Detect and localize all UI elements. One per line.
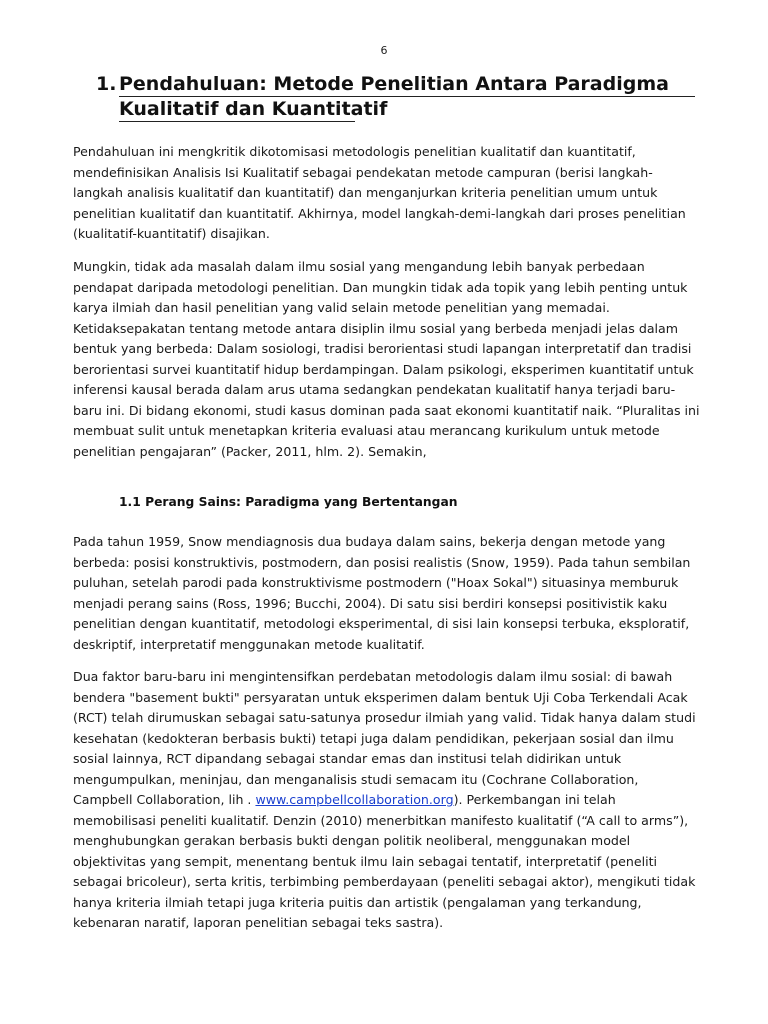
intro-paragraph: Pendahuluan ini mengkritik dikotomisasi metodologis penelitian kualitatif dan kuantitatif, mendefinisikan Analisis Isi Kualitatif sebagai pendekatan metode campuran (berisi langkah-langkah analisis kualitatif dan kuantitatif) dan menganjurkan kriteria penelitian umum untuk penelitian kualitatif dan kuantitatif. Akhirnya, model langkah-demi-langkah dari proses penelitian (kualitatif-kuantitatif) disajikan. bbox=[73, 144, 686, 241]
section-heading-number: 1. bbox=[96, 73, 117, 95]
section-heading-line-2: Kualitatif dan Kuantitatif bbox=[119, 98, 388, 120]
section-heading-line-1: Pendahuluan: Metode Penelitian Antara Paradigma bbox=[119, 72, 695, 97]
subsection-heading: 1.1 Perang Sains: Paradigma yang Bertentangan bbox=[119, 495, 458, 509]
paragraph-text-before-link: Dua faktor baru-baru ini mengintensifkan perdebatan metodologis dalam ilmu sosial: di bawah bendera "basement bukti" persyaratan untuk eksperimen dalam bentuk Uji Coba Terkendali Acak (RCT) telah dirumuskan sebagai satu-satunya prosedur ilmiah yang valid. Tidak hanya dalam studi kesehatan (kedokteran berbasis bukti) tetapi juga dalam pendidikan, pekerjaan sosial dan ilmu sosial lainnya, RCT dipandang sebagai standar emas dan institusi telah didirikan untuk mengumpulkan, meninjau, dan menganalisis studi semacam itu (Cochrane Collaboration, Campbell Collaboration, lih . bbox=[73, 669, 696, 807]
campbell-collaboration-link[interactable]: www.campbellcollaboration.org bbox=[255, 792, 454, 807]
methodology-paragraph: Mungkin, tidak ada masalah dalam ilmu sosial yang mengandung lebih banyak perbedaan pendapat daripada metodologi penelitian. Dan mungkin tidak ada topik yang lebih penting untuk karya ilmiah dan hasil penelitian yang valid selain metode penelitian yang memadai. Ketidaksepakatan tentang metode antara disiplin ilmu sosial yang berbeda menjadi jelas dalam bentuk yang berbeda: Dalam sosiologi, tradisi berorientasi studi lapangan interpretatif dan tradisi berorientasi survei kuantitatif hidup berdampingan. Dalam psikologi, eksperimen kuantitatif untuk inferensi kausal berada dalam arus utama sedangkan pendekatan kualitatif hanya terjadi baru-baru ini. Di bidang ekonomi, studi kasus dominan pada saat ekonomi kuantitatif naik. “Pluralitas ini membuat sulit untuk menetapkan kriteria evaluasi atau merancang kurikulum untuk metode penelitian pengajaran” (Packer, 2011, hlm. 2). Semakin, bbox=[73, 259, 700, 459]
page-number: 6 bbox=[380, 44, 388, 57]
science-wars-paragraph: Pada tahun 1959, Snow mendiagnosis dua budaya dalam sains, bekerja dengan metode yang berbeda: posisi konstruktivis, postmodern, dan posisi realistis (Snow, 1959). Pada tahun sembilan puluhan, setelah parodi pada konstruktivisme postmodern ("Hoax Sokal") situasinya memburuk menjadi perang sains (Ross, 1996; Bucchi, 2004). Di satu sisi berdiri konsepsi positivistik kaku penelitian dengan kuantitatif, metodologi eksperimental, di sisi lain konsepsi terbuka, eksploratif, deskriptif, interpretatif menggunakan metode kualitatif. bbox=[73, 534, 691, 652]
paragraph-text-after-link: ). Perkembangan ini telah memobilisasi peneliti kualitatif. Denzin (2010) menerbitkan manifesto kualitatif (“A call to arms”), menghubungkan gerakan berbasis bukti dengan politik neoliberal, menggunakan model objektivitas yang sempit, menentang bentuk ilmu lain sebagai tentatif, interpretatif (peneliti sebagai bricoleur), serta kritis, terbimbing pemberdayaan (peneliti sebagai aktor), mengikuti tidak hanya kriteria ilmiah tetapi juga kriteria puitis dan artistik (pengalaman yang terkandung, kebenaran naratif, laporan penelitian sebagai teks sastra). bbox=[73, 792, 696, 930]
evidence-debate-paragraph bbox=[73, 667, 701, 934]
